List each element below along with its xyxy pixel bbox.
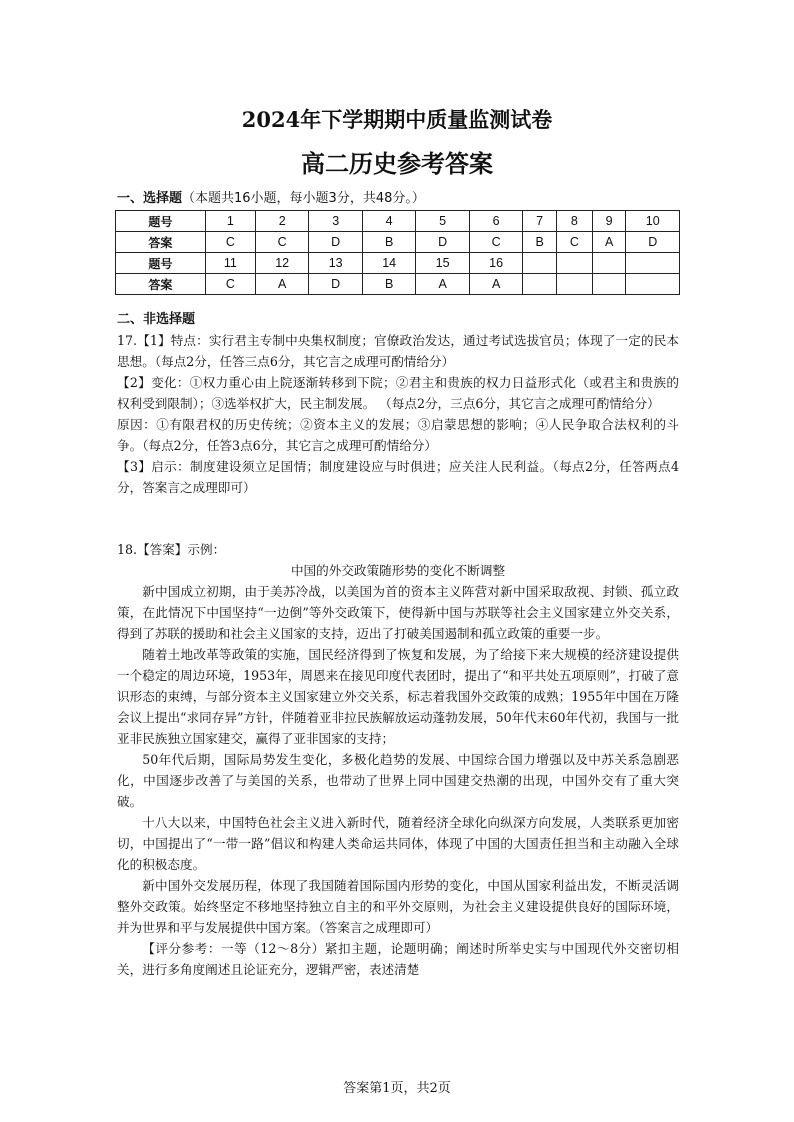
exam-subtitle: 高二历史参考答案 <box>301 150 493 178</box>
question-number: 16 <box>469 253 522 274</box>
question-17-answer <box>117 330 679 498</box>
section2-heading: 二、非选择题 <box>117 312 196 327</box>
q18-paragraph: 新中国成立初期，由于美苏冷战，以美国为首的资本主义阵营对新中国采取敌视、封锁、孤立政策，在此情况下中国坚持“一边倒”等外交政策下，使得新中国与苏联等社会主义国家建立外交关系，得到了苏联的援助和社会主义国家的支持，迈出了打破美国遏制和孤立政策的重要一步。 <box>117 584 679 641</box>
answer-cell: D <box>626 232 680 253</box>
question-number <box>592 253 626 274</box>
answer-cell <box>592 274 626 295</box>
answer-cell <box>626 274 680 295</box>
q18-essay-title: 中国的外交政策随形势的变化不断调整 <box>290 563 506 578</box>
row-label-answer: 答案 <box>116 232 206 253</box>
answer-cell: A <box>255 274 308 295</box>
answer-cell: D <box>309 232 362 253</box>
question-number: 5 <box>416 211 469 232</box>
answer-cell: C <box>556 232 592 253</box>
answer-cell: D <box>416 232 469 253</box>
answer-cell: B <box>523 232 557 253</box>
table-row <box>116 274 680 295</box>
question-number: 1 <box>205 211 255 232</box>
answer-cell: B <box>362 232 415 253</box>
question-number: 10 <box>626 211 680 232</box>
row-label-question: 题号 <box>116 211 206 232</box>
answer-cell: C <box>469 232 522 253</box>
question-number: 9 <box>592 211 626 232</box>
question-number: 14 <box>362 253 415 274</box>
section1-title: 一、选择题 <box>117 191 183 206</box>
table-row <box>116 253 680 274</box>
question-number: 13 <box>309 253 362 274</box>
question-number: 6 <box>469 211 522 232</box>
question-number: 15 <box>416 253 469 274</box>
q18-paragraph: 新中国外交发展历程，体现了我国随着国际国内形势的变化，中国从国家利益出发，不断灵活调整外交政策。始终坚定不移地坚持独立自主的和平外交原则，为社会主义建设提供良好的国际环境，并为世界和平与发展提供中国方案。（答案言之成理即可） <box>117 878 679 935</box>
answer-cell: C <box>205 274 255 295</box>
q18-paragraph: 随着土地改革等政策的实施，国民经济得到了恢复和发展，为了给接下来大规模的经济建设提供一个稳定的周边环境，1953年，周恩来在接见印度代表团时，提出了“和平共处五项原则”，打破了意识形态的束缚，与部分资本主义国家建立外交关系，标志着我国外交政策的成熟；1955年中国在万隆会议上提出“求同存异”方针，伴随着亚非拉民族解放运动蓬勃发展，50年代末60年代初，我国与一批亚非民族独立国家建交，赢得了亚非国家的支持； <box>117 647 679 746</box>
answer-cell: C <box>205 232 255 253</box>
question-number <box>626 253 680 274</box>
answer-cell <box>523 274 557 295</box>
answer-cell: A <box>416 274 469 295</box>
question-number: 8 <box>556 211 592 232</box>
q17-part2-reasons: 原因：①有限君权的历史传统；②资本主义的发展；③启蒙思想的影响；④人民争取合法权利的斗争。（每点2分，任答3点6分，其它言之成理可酌情给分） <box>117 417 679 453</box>
answer-cell: D <box>309 274 362 295</box>
question-number <box>523 253 557 274</box>
question-number: 3 <box>309 211 362 232</box>
question-number: 12 <box>255 253 308 274</box>
question-number: 7 <box>523 211 557 232</box>
question-18-answer <box>117 539 679 980</box>
question-number: 4 <box>362 211 415 232</box>
q17-part1: 17.【1】特点：实行君主专制中央集权制度；官僚政治发达，通过考试选拔官员；体现了一定的民本思想。（每点2分，任答三点6分，其它言之成理可酌情给分） <box>117 333 679 369</box>
section1-heading <box>117 187 425 206</box>
row-label-answer: 答案 <box>116 274 206 295</box>
section1-note: （本题共16小题，每小题3分，共48分。） <box>182 191 425 206</box>
answer-cell: C <box>255 232 308 253</box>
page-footer: 答案第1页，共2页 <box>343 1081 451 1096</box>
q18-scoring-note: 【评分参考：一等（12～8分）紧扣主题，论题明确；阐述时所举史实与中国现代外交密切相关，进行多角度阐述且论证充分，逻辑严密，表述清楚 <box>117 941 679 977</box>
answer-cell <box>556 274 592 295</box>
answer-cell: A <box>592 232 626 253</box>
q18-paragraph: 十八大以来，中国特色社会主义进入新时代，随着经济全球化向纵深方向发展，人类联系更加密切，中国提出了“一带一路”倡议和构建人类命运共同体，体现了中国的大国责任担当和主动融入全球化的积极态度。 <box>117 815 679 872</box>
q17-part3: 【3】启示：制度建设须立足国情；制度建设应与时俱进；应关注人民利益。（每点2分，任答两点4分，答案言之成理即可） <box>117 459 679 495</box>
answer-cell: B <box>362 274 415 295</box>
exam-title: 2024年下学期期中质量监测试卷 <box>241 107 553 132</box>
q18-paragraph: 50年代后期，国际局势发生变化，多极化趋势的发展、中国综合国力增强以及中苏关系急剧恶化，中国逐步改善了与美国的关系，也带动了世界上同中国建交热潮的出现，中国外交有了重大突破。 <box>117 752 679 809</box>
question-number: 2 <box>255 211 308 232</box>
table-row <box>116 211 680 232</box>
q18-label: 18.【答案】示例： <box>117 542 226 557</box>
question-number <box>556 253 592 274</box>
table-row <box>116 232 680 253</box>
answer-cell: A <box>469 274 522 295</box>
answer-table <box>115 210 680 295</box>
row-label-question: 题号 <box>116 253 206 274</box>
q17-part2: 【2】变化：①权力重心由上院逐渐转移到下院；②君主和贵族的权力日益形式化（或君主和贵族的权利受到限制）；③选举权扩大，民主制发展。 （每点2分，三点6分，其它言之成理可酌情给分） <box>117 375 679 411</box>
question-number: 11 <box>205 253 255 274</box>
